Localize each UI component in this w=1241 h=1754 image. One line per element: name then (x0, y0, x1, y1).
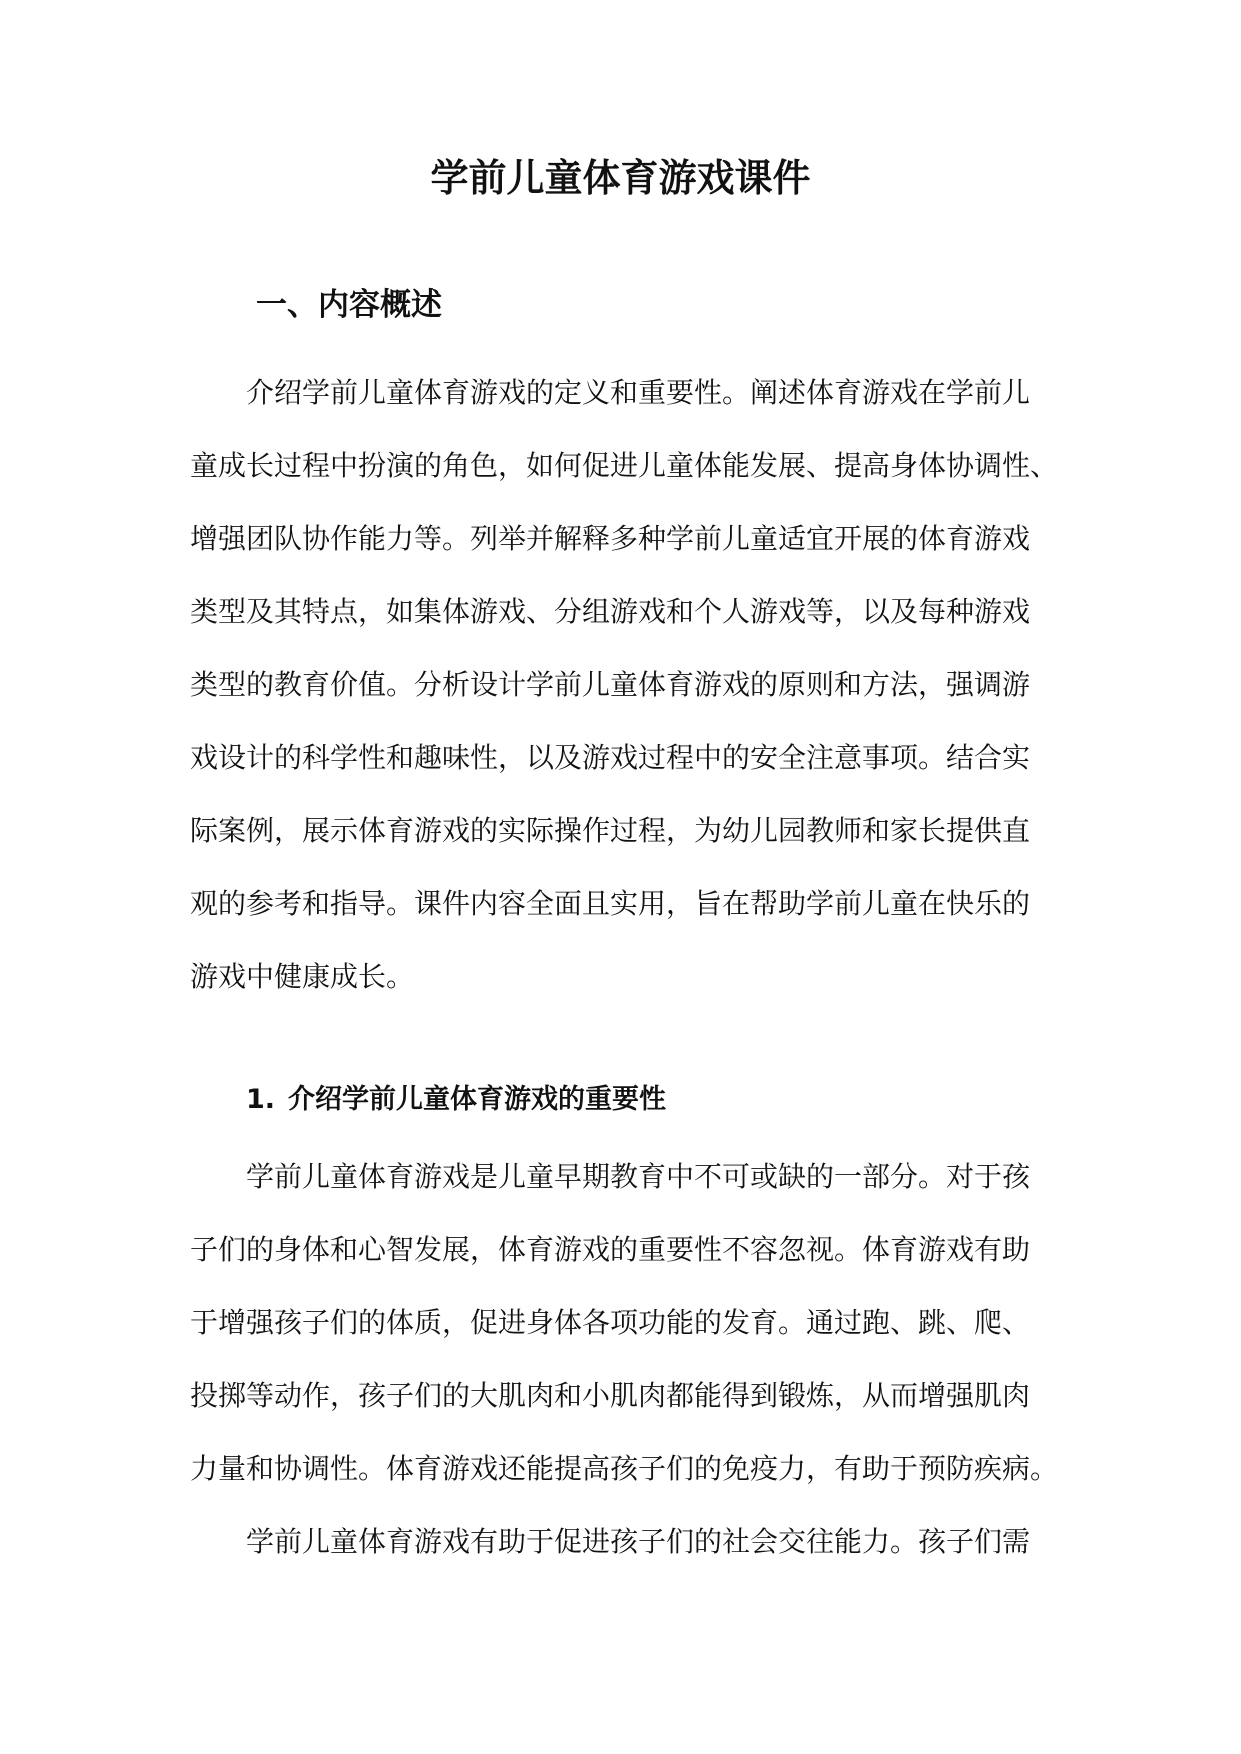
subsection-number: 1. (246, 1084, 276, 1115)
document-title: 学前儿童体育游戏课件 (430, 156, 811, 200)
paragraph-line: 增强团队协作能力等。列举并解释多种学前儿童适宜开展的体育游戏 (190, 522, 1031, 555)
paragraph-line: 于增强孩子们的体质，促进身体各项功能的发育。通过跑、跳、爬、 (190, 1306, 1031, 1339)
paragraph-line: 学前儿童体育游戏有助于促进孩子们的社会交往能力。孩子们需 (246, 1525, 1031, 1558)
paragraph-line: 观的参考和指导。课件内容全面且实用，旨在帮助学前儿童在快乐的 (190, 887, 1031, 920)
paragraph-line: 游戏中健康成长。 (190, 960, 415, 993)
paragraph-importance-2 (190, 1505, 1070, 1578)
paragraph-line: 类型的教育价值。分析设计学前儿童体育游戏的原则和方法，强调游 (190, 668, 1031, 701)
paragraph-line: 子们的身体和心智发展，体育游戏的重要性不容忽视。体育游戏有助 (190, 1233, 1031, 1266)
paragraph-line: 学前儿童体育游戏是儿童早期教育中不可或缺的一部分。对于孩 (246, 1160, 1031, 1193)
paragraph-line: 类型及其特点，如集体游戏、分组游戏和个人游戏等，以及每种游戏 (190, 595, 1031, 628)
paragraph-line: 投掷等动作，孩子们的大肌肉和小肌肉都能得到锻炼，从而增强肌肉 (190, 1379, 1031, 1412)
section-heading-overview: 一、内容概述 (256, 287, 442, 323)
subsection-title: 介绍学前儿童体育游戏的重要性 (288, 1084, 666, 1115)
paragraph-line: 力量和协调性。体育游戏还能提高孩子们的免疫力，有助于预防疾病。 (190, 1452, 1059, 1485)
paragraph-importance-1 (190, 1140, 1070, 1505)
paragraph-line: 童成长过程中扮演的角色，如何促进儿童体能发展、提高身体协调性、 (190, 449, 1059, 482)
paragraph-overview (190, 356, 1070, 1013)
paragraph-line: 介绍学前儿童体育游戏的定义和重要性。阐述体育游戏在学前儿 (246, 376, 1031, 409)
paragraph-line: 际案例，展示体育游戏的实际操作过程，为幼儿园教师和家长提供直 (190, 814, 1031, 847)
paragraph-line: 戏设计的科学性和趣味性，以及游戏过程中的安全注意事项。结合实 (190, 741, 1031, 774)
subsection-heading-importance (246, 1080, 666, 1120)
